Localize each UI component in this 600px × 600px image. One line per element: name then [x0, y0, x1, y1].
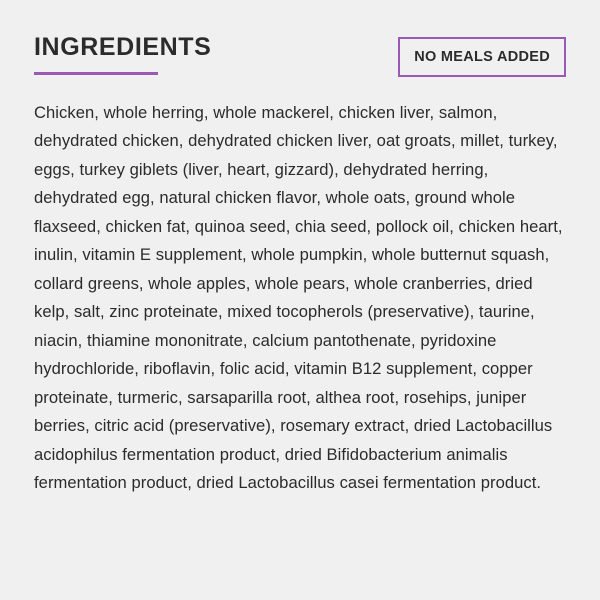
ingredients-list-text: Chicken, whole herring, whole mackerel, chicken liver, salmon, dehydrated chicken, dehydrated chicken liver, oat groats, millet, turkey, eggs, turkey giblets (liver, heart, gizzard), dehydrated herring, dehydrated egg, natural chicken flavor, whole oats, ground whole flaxseed, chicken fat, quinoa seed, chia seed, pollock oil, chicken heart, inulin, vitamin E supplement, whole pumpkin, whole butternut squash, collard greens, whole apples, whole pears, whole cranberries, dried kelp, salt, zinc proteinate, mixed tocopherols (preservative), taurine, niacin, thiamine mononitrate, calcium pantothenate, pyridoxine hydrochloride, riboflavin, folic acid, vitamin B12 supplement, copper proteinate, turmeric, sarsaparilla root, althea root, rosehips, juniper berries, citric acid (preservative), rosemary extract, dried Lactobacillus acidophilus fermentation product, dried Bifidobacterium animalis fermentation product, dried Lactobacillus casei fermentation product.: [34, 102, 563, 493]
status-badge: NO MEALS ADDED: [398, 37, 566, 77]
title-block: [34, 34, 211, 75]
title-underline-rule: [34, 72, 158, 75]
panel-header: [34, 34, 566, 77]
page-title: INGREDIENTS: [34, 33, 212, 61]
